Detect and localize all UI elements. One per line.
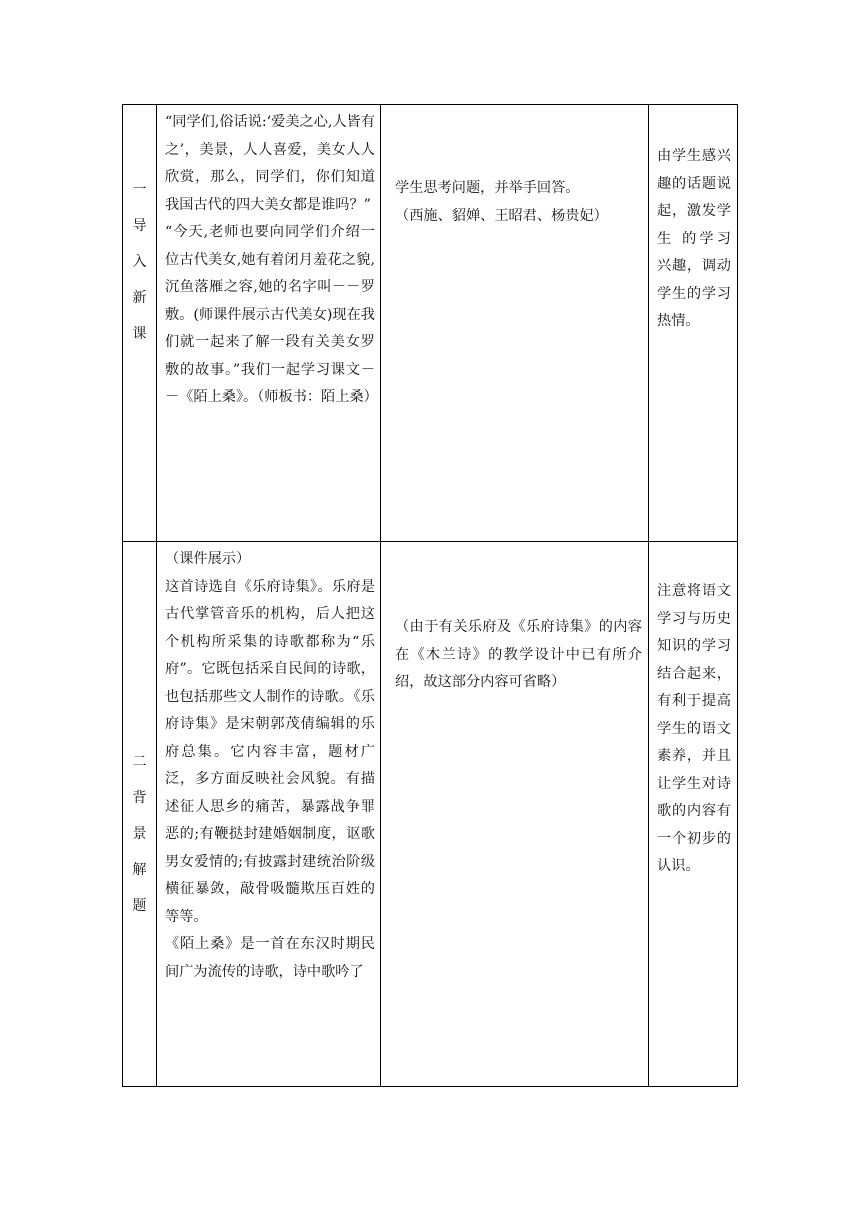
student-activity-cell [381, 542, 649, 1087]
design-intent-cell [649, 542, 738, 1087]
lesson-plan-table [122, 104, 738, 1087]
stage-char: 入 [132, 254, 147, 270]
student-paragraph: 学生思考问题，并举手回答。 [395, 180, 580, 196]
table-row [123, 105, 738, 542]
student-activity-cell [381, 105, 649, 542]
intent-paragraph: 由学生感兴趣的话题说起，激发学生 的学习兴趣，调动学生的学习热情。 [657, 148, 731, 329]
teacher-activity-cell [157, 542, 381, 1087]
stage-char: 课 [132, 326, 147, 342]
stage-char: 景 [132, 826, 147, 842]
stage-char: 导 [132, 218, 147, 234]
student-paragraph: （西施、貂婵、王昭君、杨贵妃） [395, 207, 608, 224]
stage-char: 背 [132, 790, 147, 806]
teacher-paragraph: 《陌上桑》是一首在东汉时期民间广为流传的诗歌，诗中歌吟了 [165, 936, 375, 980]
stage-cell [123, 542, 157, 1087]
table-row [123, 542, 738, 1087]
teacher-paragraph: “今天,老师也要向同学们介绍一位古代美女,她有着闭月羞花之貌,沉鱼落雁之容,她的名字叫－－罗敷。(师课件展示古代美女)现在我们就一起来了解一段有关美女罗敷的故事。”我们一起学习课文－－《陌上桑》。（师板书：陌上桑） [165, 224, 378, 405]
stage-char: 解 [132, 862, 147, 878]
teacher-paragraph: 这首诗选自《乐府诗集》。乐府是古代掌管音乐的机构，后人把这个机构所采集的诗歌都称为“乐府”。它既包括采自民间的诗歌，也包括那些文人制作的诗歌。《乐府诗集》是宋朝郭茂倩编辑的乐府总集。它内容丰富，题材广泛，多方面反映社会风貌。有描述征人思乡的痛苦，暴露战争罪恶的;有鞭挞封建婚姻制度，讴歌男女爱情的;有披露封建统治阶级横征暴敛，敲骨吸髓欺压百姓的等等。 [165, 578, 375, 925]
stage-char: 题 [132, 898, 147, 914]
student-paragraph: （由于有关乐府及《乐府诗集》的内容在《木兰诗》的教学设计中已有所介绍，故这部分内容可省略） [395, 619, 642, 690]
stage-char: 新 [132, 290, 147, 306]
stage-number: 一 [132, 182, 147, 198]
teacher-paragraph: “同学们,俗话说:‘爱美之心,人皆有之’，美景，人人喜爱，美女人人欣赏，那么，同学们，你们知道我国古代的四大美女都是谁吗？” [165, 114, 376, 213]
stage-cell [123, 105, 157, 542]
teacher-activity-cell [157, 105, 381, 542]
stage-number: 二 [132, 754, 147, 770]
design-intent-cell [649, 105, 738, 542]
teacher-paragraph: （课件展示） [165, 551, 251, 567]
intent-paragraph: 注意将语文学习与历史知识的学习结合起来，有利于提高学生的语文素养，并且让学生对诗歌的内容有一个初步的认识。 [657, 583, 731, 874]
